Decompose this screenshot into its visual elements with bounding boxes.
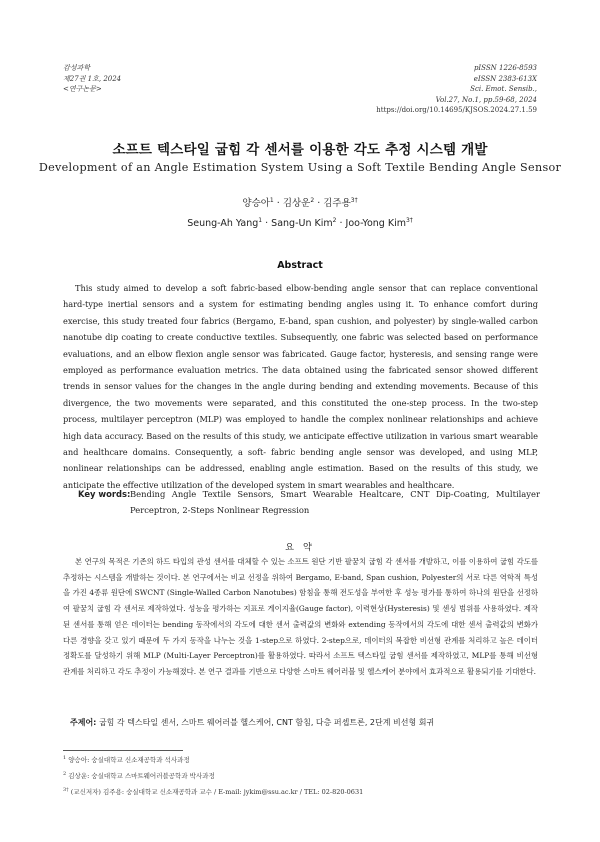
korean-summary-heading: 요 약: [285, 542, 315, 553]
abstract-body: This study aimed to develop a soft fabric-based elbow-bending angle sensor that can replace conventional hard-type inertial sensors and a system for estimating bending angles using it. To enhance comfort during exercise, this study treated four fabrics (Bergamo, E-band, span cushion, and polyester) by single-walled carbon nanotube dip coating to create conductive textiles. Subsequently, one fabric was selected based on performance evaluations, and an elbow flexion angle sensor was fabricated. Gauge factor, hysteresis, and sensing range were employed as performance evaluation metrics. The data obtained using the fabricated sensor showed different trends in sensor values for the changes in the angle during bending and extending movements. Because of this divergence, the two movements were separated, and this constituted the one-step process. In the two-step process, multilayer perceptron (MLP) was employed to handle the complex nonlinear relationships and achieve high data accuracy. Based on the results of this study, we anticipate effective utilization in various smart wearable and healthcare domains. Consequently, a soft- fabric bending angle sensor was developed, and using MLP, nonlinear relationships can be addressed, enabling angle estimation. Based on the results of this study, we anticipate the effective utilization of the developed system in smart wearables and healthcare.: [63, 283, 538, 490]
author-affiliation-mark: 1: [269, 197, 274, 204]
authors-english: [0, 218, 600, 229]
author-name: 김상운: [282, 198, 311, 209]
doi-link[interactable]: https://doi.org/10.14695/KJSOS.2024.27.1.59: [376, 106, 537, 114]
pissn: pISSN 1226-8593: [473, 64, 537, 72]
author-affiliation-mark: 2: [310, 197, 315, 204]
journal-abbrev: Sci. Emot. Sensib.,: [470, 85, 537, 93]
keywords-text: Bending Angle Textile Sensors, Smart Wearable Healtcare, CNT Dip-Coating, Multilayer Perceptron, 2-Steps Nonlinear Regression: [130, 489, 540, 515]
author-separator: ·: [336, 218, 346, 229]
author-affiliation-mark: 3†: [350, 197, 358, 204]
authors-korean: [0, 195, 600, 209]
korean-keywords-text: 굽힘 각 텍스타일 센서, 스마트 웨어러블 헬스케어, CNT 함침, 다층 퍼셉트론, 2단계 비선형 회귀: [98, 718, 435, 727]
footnote-mark: 1: [63, 755, 67, 761]
korean-keywords: [70, 717, 540, 728]
footnote-text: 김상운: 숭실대학교 스마트웨어러블공학과 박사과정: [68, 772, 215, 780]
author-name: Sang-Un Kim: [271, 218, 333, 229]
footnote-text: (교신저자) 김주용: 숭실대학교 신소재공학과 교수 / E-mail: jykim@ssu.ac.kr / TEL: 02-820-0631: [70, 788, 364, 796]
korean-summary-body: 본 연구의 목적은 기존의 하드 타입의 관성 센서를 대체할 수 있는 소프트 원단 기반 팔꿈치 굽힘 각 센서를 개발하고, 이를 이용하여 굽힘 각도를 추정하는 시스템을 개발하는 것이다. 본 연구에서는 비교 선정을 위하여 Bergamo, E-band, Span cushion, Polyester의 서로 다른 역학적 특성을 가진 4종류 원단에 SWCNT (Single-Walled Carbon Nanotubes) 함침을 통해 전도성을 부여한 후 성능 평가를 통하여 하나의 원단을 선정하여 팔꿈치 굽힘 각 센서로 제작하였다. 성능을 평가하는 지표로 게이지율(Gauge factor), 이력현상(Hysteresis) 및 센싱 범위를 사용하였다. 제작된 센서를 통해 얻은 데이터는 bending 동작에서의 각도에 대한 센서 출력값의 변화와 extending 동작에서의 각도에 대한 센서 출력값의 변화가 다른 경향을 갖고 있기 때문에 두 가지 동작을 나누는 것을 1-step으로 하였다. 2-step으로, 데이터의 복잡한 비선형 관계를 처리하고 높은 데이터 정확도를 달성하기 위해 MLP (Multi-Layer Perceptron)를 활용하였다. 따라서 소프트 텍스타일 굽힘 센서를 제작하였고, MLP를 통해 비선형 관계를 처리하고 각도 추정이 가능해졌다. 본 연구 결과를 기반으로 다양한 스마트 웨어러블 및 헬스케어 분야에서 효과적으로 활용되기를 기대한다.: [63, 557, 538, 676]
author-separator: ·: [262, 218, 272, 229]
author-name: Joo-Yong Kim: [345, 218, 406, 229]
author-affiliation-mark: 3†: [405, 217, 413, 224]
article-type: <연구논문>: [63, 85, 102, 93]
eissn: eISSN 2383-613X: [473, 74, 537, 83]
footnote-text: 양승아: 숭실대학교 신소재공학과 석사과정: [68, 756, 190, 764]
journal-header-right: [376, 63, 537, 116]
journal-name: 감성과학: [63, 64, 91, 72]
footnote-mark: 2: [63, 771, 67, 777]
footnote: [63, 788, 363, 797]
author-separator: ·: [273, 198, 283, 209]
footnote: [63, 756, 190, 765]
footnote: [63, 772, 215, 781]
volume-pages: Vol.27, No.1, pp.59-68, 2024: [435, 95, 537, 104]
author-name: 양승아: [242, 198, 270, 209]
author-name: Seung-Ah Yang: [187, 218, 259, 229]
author-name: 김주용: [323, 198, 351, 209]
title-english: Development of an Angle Estimation System Using a Soft Textile Bending Angle Sensor: [38, 161, 562, 174]
author-affiliation-mark: 2: [332, 217, 337, 224]
journal-header-left: [63, 63, 121, 95]
footnote-divider: [63, 750, 183, 751]
footnote-mark: 3†: [63, 787, 69, 793]
title-korean: 소프트 텍스타일 굽힘 각 센서를 이용한 각도 추정 시스템 개발: [112, 142, 488, 158]
author-separator: ·: [314, 198, 324, 209]
journal-volume: 제27권 1호, 2024: [63, 74, 122, 83]
korean-keywords-label: 주제어:: [70, 718, 97, 727]
author-affiliation-mark: 1: [258, 217, 263, 224]
keywords-label: Key words:: [78, 489, 131, 499]
abstract-heading: Abstract: [277, 260, 323, 271]
